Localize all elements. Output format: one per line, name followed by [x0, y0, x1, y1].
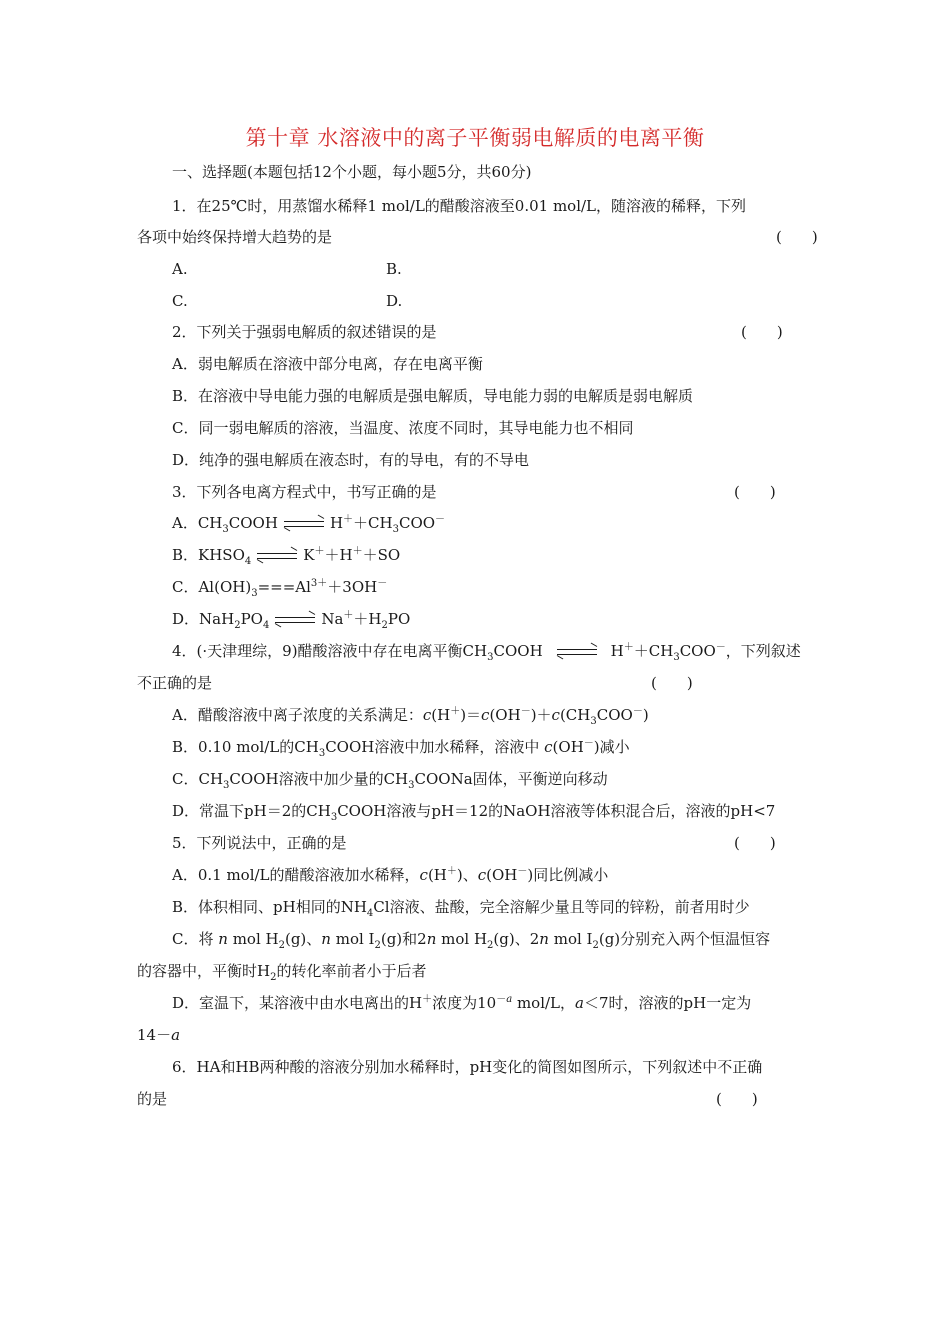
- q3-option-d[interactable]: D．$NaH_2PO_4$ $Na^++H_2PO$: [172, 610, 411, 631]
- q1-option-d[interactable]: D.: [386, 292, 403, 310]
- q3-option-b[interactable]: B．$KHSO_4$ K＋＋H＋＋SO: [172, 546, 401, 567]
- q1-answer-blank[interactable]: ( ): [776, 228, 818, 246]
- section-header: 一、选择题(本题包括12个小题，每小题5分，共60分): [172, 163, 532, 181]
- q4-option-c[interactable]: C．$CH_3COOH$溶液中加少量的$CH_3COONa$固体，平衡逆向移动: [172, 770, 608, 791]
- q3-option-c[interactable]: C．$Al(OH)_3===Al^{3+}+3OH^-$: [172, 578, 388, 599]
- q2-option-d[interactable]: D．纯净的强电解质在液态时，有的导电，有的不导电: [172, 451, 530, 469]
- equilibrium-arrow-icon: [257, 551, 297, 561]
- q6-stem-line1: 6．HA和HB两种酸的溶液分别加水稀释时，pH变化的简图如图所示，下列叙述中不正确: [172, 1058, 763, 1076]
- q2-answer-blank[interactable]: ( ): [741, 323, 783, 341]
- equilibrium-arrow-icon: [284, 519, 324, 529]
- q1-stem-line2: 各项中始终保持增大趋势的是: [137, 228, 333, 246]
- equilibrium-arrow-icon: [557, 647, 597, 657]
- q6-answer-blank[interactable]: ( ): [716, 1090, 758, 1108]
- q5-stem: 5．下列说法中，正确的是: [172, 834, 347, 852]
- page-title: 第十章 水溶液中的离子平衡弱电解质的电离平衡: [245, 126, 705, 150]
- q3-answer-blank[interactable]: ( ): [734, 483, 776, 501]
- q4-option-d[interactable]: D．常温下pH＝2的$CH_3COOH$溶液与pH＝12的NaOH溶液等体积混合后，溶液的pH<7: [172, 802, 776, 823]
- q4-answer-blank[interactable]: ( ): [651, 674, 693, 692]
- q2-option-b[interactable]: B．在溶液中导电能力强的电解质是强电解质，导电能力弱的电解质是弱电解质: [172, 387, 694, 405]
- q1-option-b[interactable]: B.: [386, 260, 402, 278]
- q2-option-a[interactable]: A．弱电解质在溶液中部分电离，存在电离平衡: [172, 355, 483, 373]
- q2-option-c[interactable]: C．同一弱电解质的溶液，当温度、浓度不同时，其导电能力也不相同: [172, 419, 634, 437]
- q2-stem: 2．下列关于强弱电解质的叙述错误的是: [172, 323, 437, 341]
- q5-option-d-line1[interactable]: D．室温下，某溶液中由水电离出的H＋浓度为$10^{-a}$ mol/L，a＜7时，溶液的pH一定为: [172, 994, 752, 1012]
- q4-option-a[interactable]: A．醋酸溶液中离子浓度的关系满足：$c(H^+)=c(OH^-)+c(CH_3COO^-)$: [172, 706, 649, 727]
- q5-option-b[interactable]: B．体积相同、pH相同的$NH_4Cl$溶液、盐酸，完全溶解少量且等同的锌粉，前者用时少: [172, 898, 750, 919]
- q4-option-b[interactable]: B．0.10 mol/L的$CH_3COOH$溶液中加水稀释，溶液中 c(OH－)减小: [172, 738, 630, 759]
- q5-option-a[interactable]: A．0.1 mol/L的醋酸溶液加水稀释，c(H＋)、c(OH－)同比例减小: [172, 866, 609, 884]
- q1-stem-line1: 1．在25℃时，用蒸馏水稀释1 mol/L的醋酸溶液至0.01 mol/L，随溶液的稀释，下列: [172, 197, 747, 215]
- equilibrium-arrow-icon: [275, 615, 315, 625]
- q5-option-c-line1[interactable]: C．将 n mol $H_2(g)$、n mol $I_2(g)$和2n mol $H_2(g)$、2n mol $I_2(g)$分别充入两个恒温恒容: [172, 930, 771, 951]
- q5-option-d-line2: 14－a: [137, 1026, 181, 1044]
- q5-answer-blank[interactable]: ( ): [734, 834, 776, 852]
- q3-option-a[interactable]: A．$CH_3COOH$ $H^++CH_3COO^-$: [172, 514, 446, 535]
- q4-stem-line1: 4．(·天津理综，9)醋酸溶液中存在电离平衡$CH_3COOH$ $H^++CH_3COO^-$，下列叙述: [172, 642, 801, 663]
- q5-option-c-line2: 的容器中，平衡时$H_2$的转化率前者小于后者: [137, 962, 427, 983]
- q6-stem-line2: 的是: [137, 1090, 168, 1108]
- q4-stem-line2: 不正确的是: [137, 674, 213, 692]
- q1-option-a[interactable]: A.: [172, 260, 188, 278]
- q3-stem: 3．下列各电离方程式中，书写正确的是: [172, 483, 437, 501]
- q1-option-c[interactable]: C.: [172, 292, 188, 310]
